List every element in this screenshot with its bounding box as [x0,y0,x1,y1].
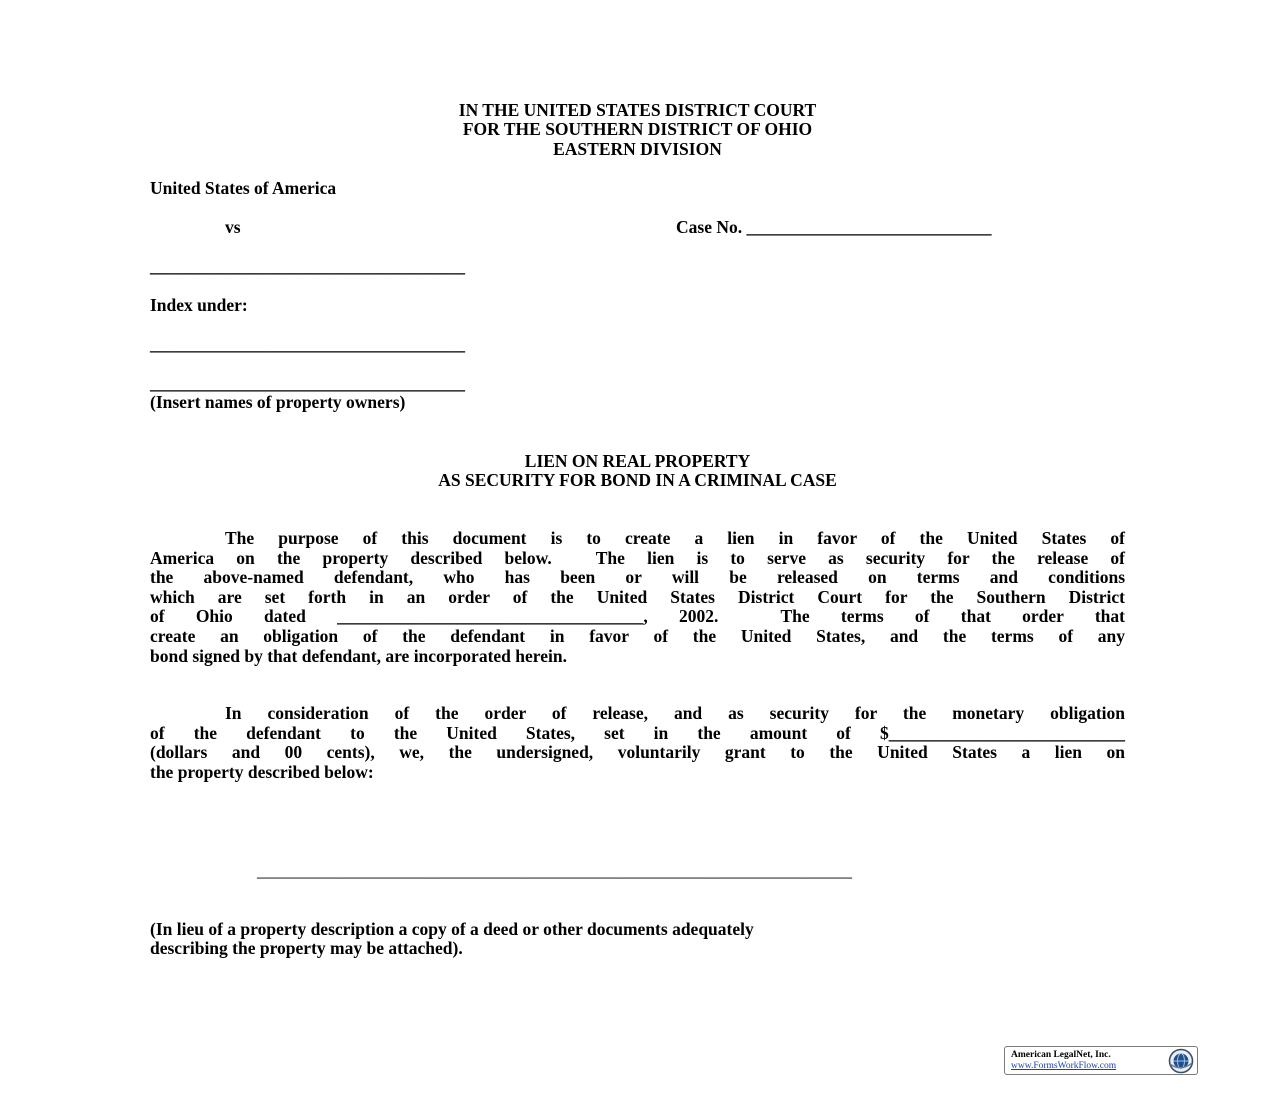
legalnet-badge[interactable] [1004,1046,1198,1075]
versus-label: vs [225,217,241,237]
case-number-field[interactable]: Case No. ____________________________ [676,217,992,237]
paragraph-line: The purpose of this document is to create a lien in favor of the United States of [225,528,1125,548]
paragraph-line: create an obligation of the defendant in favor of the United States, and the terms of any [150,625,1125,646]
court-name: IN THE UNITED STATES DISTRICT COURT [458,100,817,120]
attachment-note-line-1: (In lieu of a property description a copy of a deed or other documents adequately [150,919,754,939]
purpose-paragraph [150,529,1125,666]
badge-company: American LegalNet, Inc. [1011,1050,1111,1060]
consideration-paragraph [150,704,1125,782]
paragraph-line: America on the property described below. The lien is to serve as security for the release of [150,547,1125,568]
property-description-field[interactable]: ____________________________________________________________________ [257,860,852,880]
plaintiff-name: United States of America [150,178,337,198]
document-subtitle: AS SECURITY FOR BOND IN A CRIMINAL CASE [438,470,837,490]
property-owner-field-2[interactable]: ____________________________________ [150,373,465,393]
order-date-line[interactable]: of Ohio dated ___________________________________, 2002. The terms of that order that [150,606,1125,627]
paragraph-line: which are set forth in an order of the United States District Court for the Southern District [150,586,1125,607]
court-district: FOR THE SOUTHERN DISTRICT OF OHIO [462,119,813,139]
bond-amount-line[interactable]: of the defendant to the United States, set in the amount of $___________________________ [150,722,1125,743]
owner-instruction-note: (Insert names of property owners) [150,392,406,412]
document-title: LIEN ON REAL PROPERTY [524,451,751,471]
globe-icon [1168,1048,1194,1074]
paragraph-line: In consideration of the order of release, and as security for the monetary obligation [225,703,1125,723]
defendant-name-field[interactable]: ____________________________________ [150,256,465,276]
paragraph-line: (dollars and 00 cents), we, the undersigned, voluntarily grant to the United States a lien on [150,742,1125,763]
court-division: EASTERN DIVISION [553,139,722,159]
index-under-label: Index under: [150,295,248,315]
paragraph-line: bond signed by that defendant, are incorporated herein. [150,645,567,666]
paragraph-line: the property described below: [150,761,374,782]
property-owner-field-1[interactable]: ____________________________________ [150,334,465,354]
attachment-note-line-2: describing the property may be attached). [150,938,463,958]
badge-url-link[interactable]: www.FormsWorkFlow.com [1011,1061,1117,1071]
paragraph-line: the above-named defendant, who has been or will be released on terms and conditions [150,567,1125,588]
